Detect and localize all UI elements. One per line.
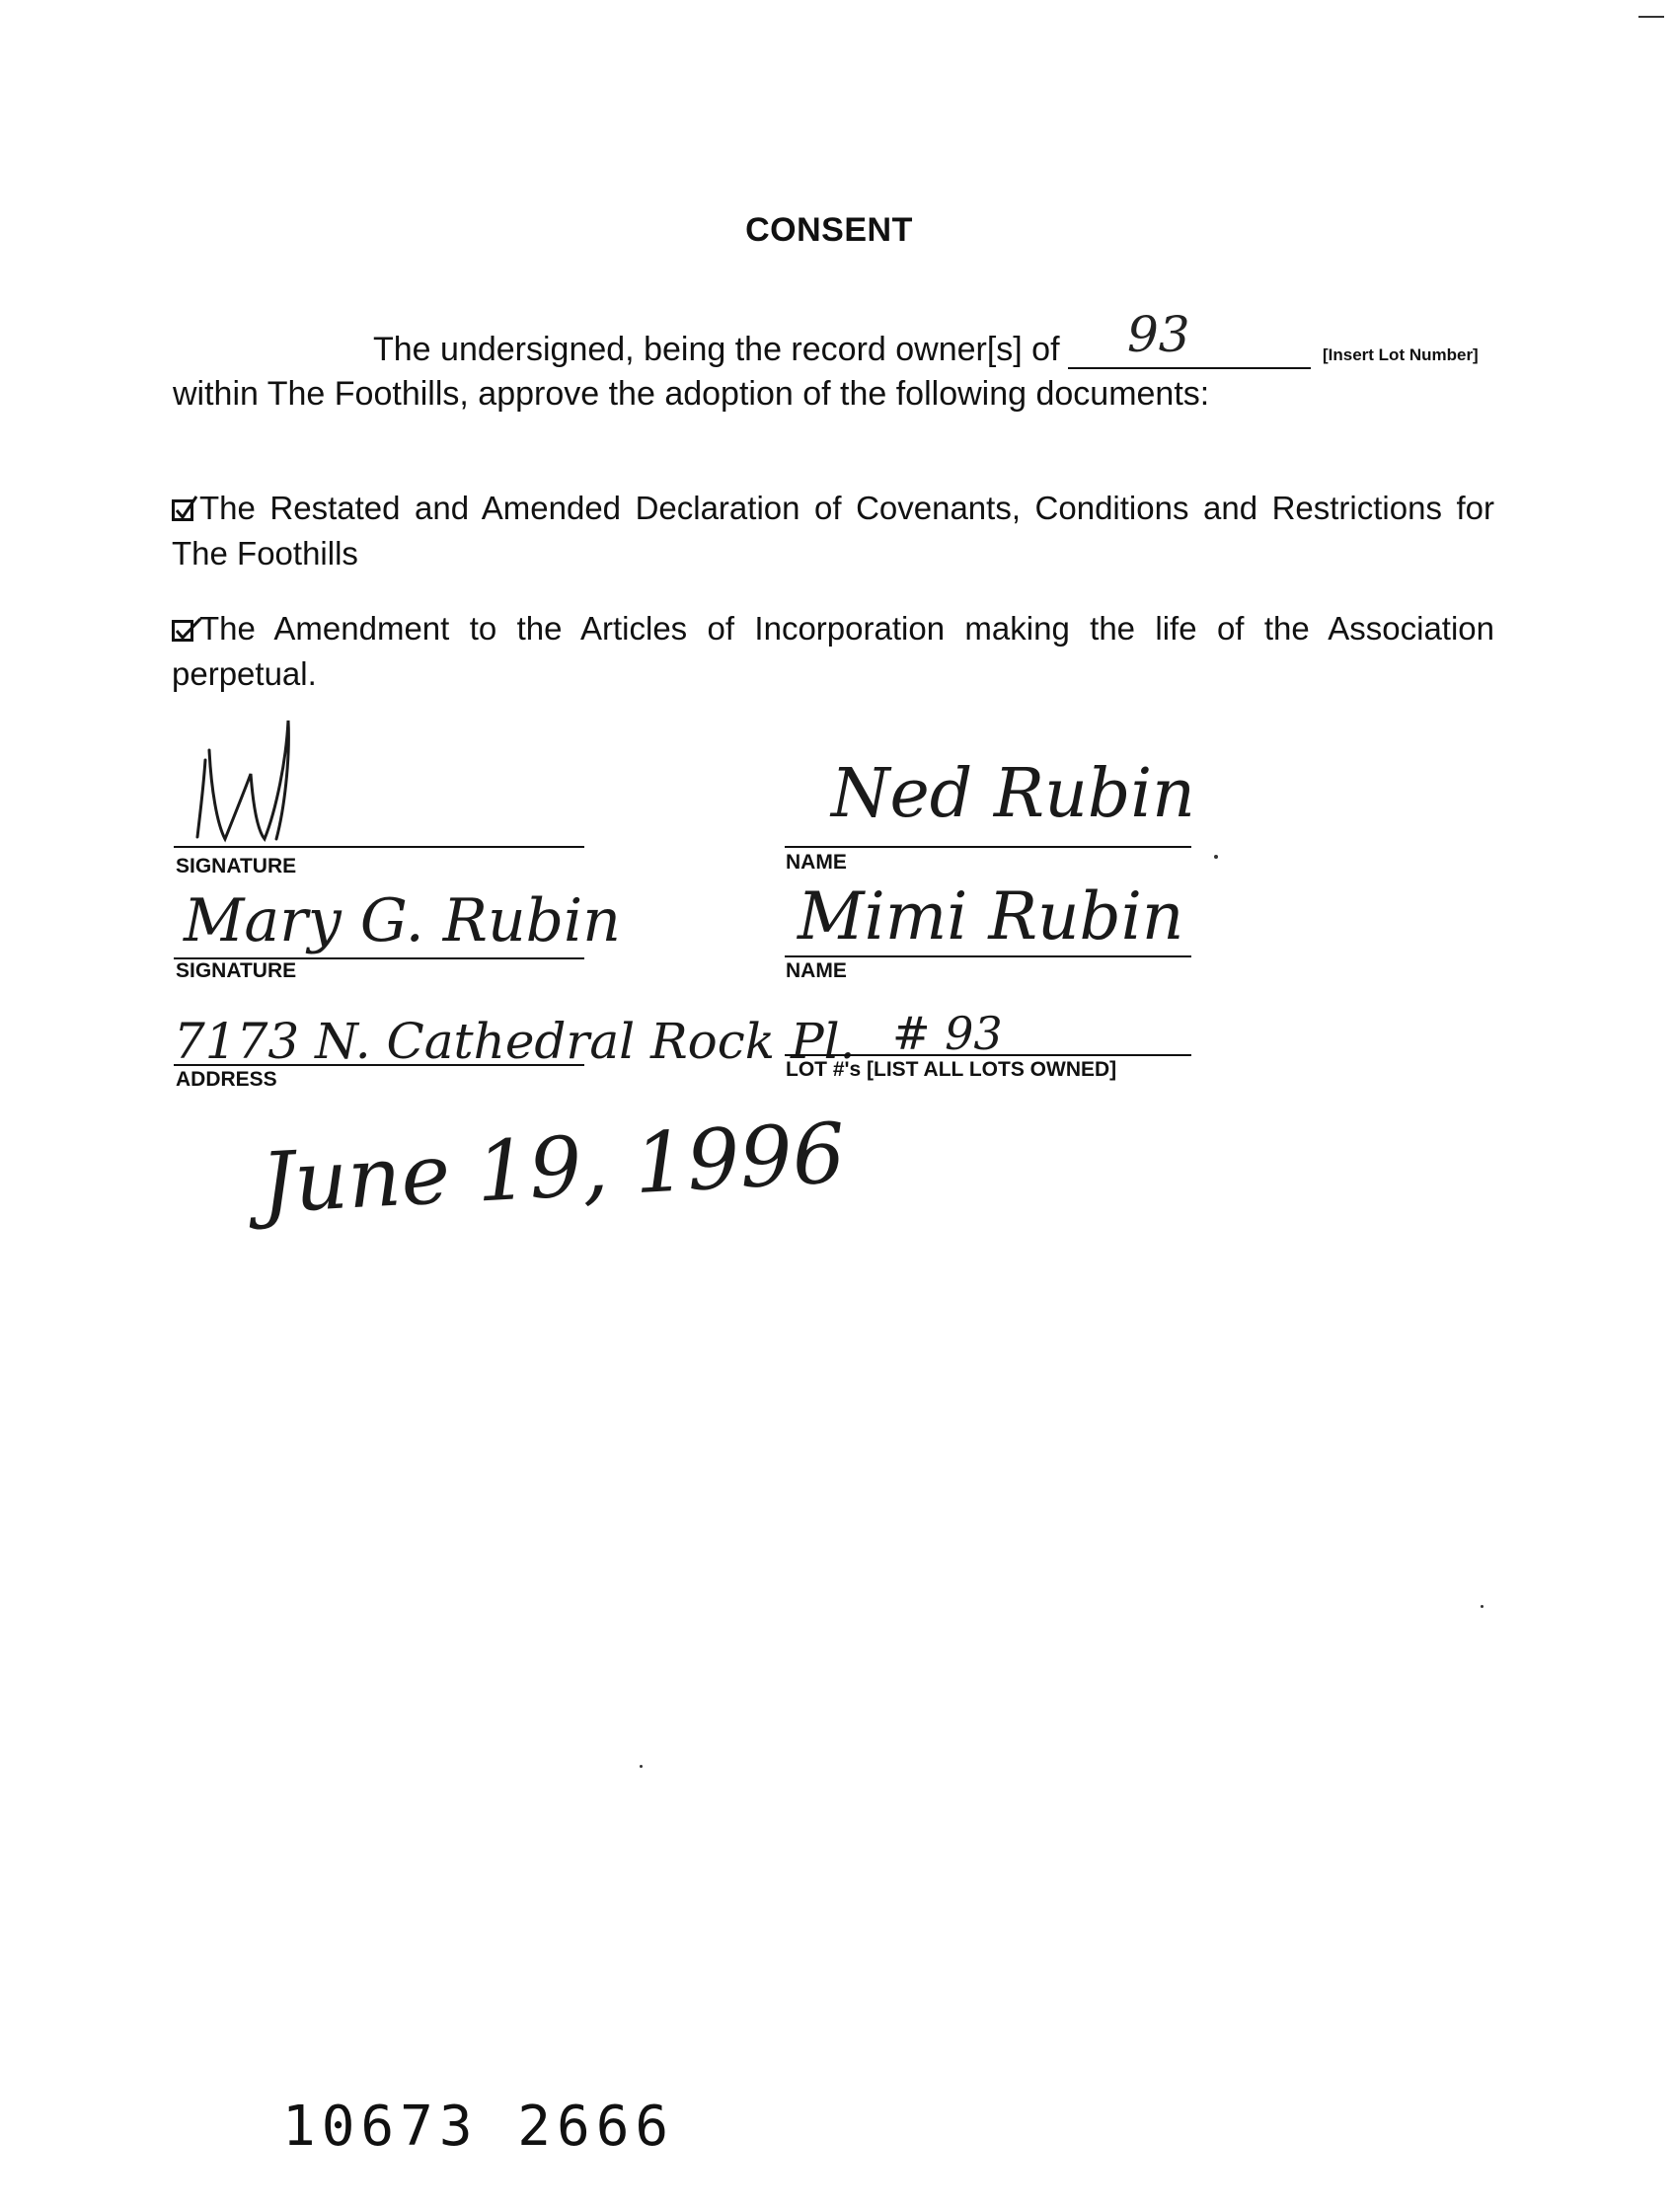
document-item-text: The Restated and Amended Declaration of Covenants, Conditions and Restrictions for The Foothills (172, 490, 1494, 572)
document-stamp-number: 10673 2666 (282, 2095, 675, 2159)
name-label-1: NAME (786, 851, 847, 874)
address-line (174, 1064, 584, 1066)
document-title: CONSENT (745, 211, 913, 249)
signature-label-1: SIGNATURE (176, 855, 297, 877)
address-value: 7173 N. Cathedral Rock Pl. (174, 1013, 856, 1070)
insert-lot-number-note: [Insert Lot Number] (1323, 345, 1479, 364)
intro-line-1: The undersigned, being the record owner[s] of (373, 331, 1060, 368)
signature-label-2: SIGNATURE (176, 959, 297, 982)
lot-number-handwritten: 93 (1127, 306, 1190, 363)
scan-speck (1214, 855, 1218, 859)
intro-line-2: within The Foothills, approve the adoption of the following documents: (173, 375, 1210, 413)
name-label-2: NAME (786, 959, 847, 982)
handwritten-date: June 19, 1996 (259, 1104, 848, 1232)
document-item-amendment (172, 606, 1494, 697)
document-item-text: The Amendment to the Articles of Incorporation making the life of the Association perpetual. (172, 610, 1494, 692)
signature-value-2: Mary G. Rubin (184, 886, 621, 955)
scan-speck (640, 1765, 643, 1768)
name-line-2 (785, 955, 1191, 957)
name-value-1: Ned Rubin (831, 755, 1195, 833)
document-item-declaration (172, 486, 1494, 576)
scan-speck (1481, 1605, 1484, 1608)
name-value-2: Mimi Rubin (798, 878, 1184, 954)
lot-number-blank-line (1068, 367, 1311, 369)
name-line-1 (785, 846, 1191, 848)
checked-checkbox-icon[interactable] (172, 499, 193, 521)
signature-line-1 (174, 846, 584, 848)
lots-line (785, 1054, 1191, 1056)
lots-value: # 93 (892, 1007, 1003, 1060)
signature-scribble-1 (178, 691, 316, 849)
scan-speck (1638, 16, 1664, 18)
address-label: ADDRESS (176, 1068, 277, 1091)
checked-checkbox-icon[interactable] (172, 620, 193, 642)
lots-label: LOT #'s [LIST ALL LOTS OWNED] (786, 1058, 1117, 1081)
